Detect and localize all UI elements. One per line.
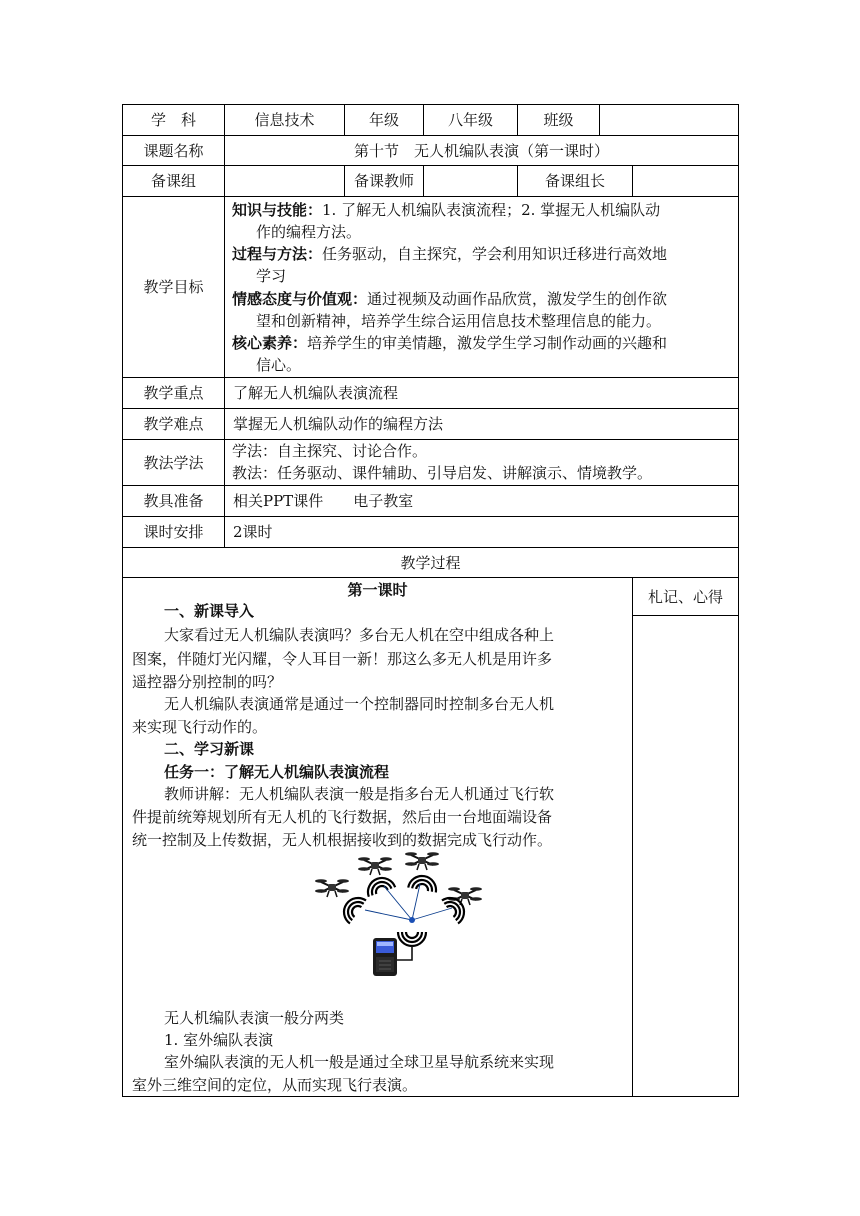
objectives-label: 教学目标 xyxy=(143,278,204,296)
signal-icon xyxy=(339,893,367,924)
objective-title: 知识与技能： xyxy=(232,201,323,219)
subject-value: 信息技术 xyxy=(254,111,315,129)
objective-core xyxy=(232,332,667,355)
objective-text: 学习 xyxy=(256,267,287,285)
objective-text: 作的编程方法。 xyxy=(256,223,362,241)
difficulty-value: 掌握无人机编队动作的编程方法 xyxy=(233,415,444,433)
ground-controller-icon xyxy=(373,938,397,976)
objective-title: 情感态度与价值观： xyxy=(232,290,368,308)
objective-process xyxy=(232,243,667,266)
section1-paragraph-line: 遥控器分别控制的吗？ xyxy=(132,673,283,691)
objective-title: 过程与方法： xyxy=(232,245,323,263)
type1-paragraph-line: 室外编队表演的无人机一般是通过全球卫星导航系统来实现 xyxy=(164,1053,555,1071)
type1-paragraph-line: 室外三维空间的定位，从而实现飞行表演。 xyxy=(132,1076,418,1094)
drone-icon xyxy=(405,852,439,870)
topic-label: 课题名称 xyxy=(143,141,204,160)
section1-paragraph-line: 图案，伴随灯光闪耀，令人耳目一新！那这么多无人机是用许多 xyxy=(132,650,553,668)
section2-title: 二、学习新课 xyxy=(164,740,255,758)
cable-line xyxy=(396,946,412,960)
difficulty-label: 教学难点 xyxy=(143,415,204,433)
notes-rule xyxy=(632,615,739,616)
drone-icon xyxy=(358,857,392,875)
objective-text: 1. 了解无人机编队表演流程；2. 掌握无人机编队动 xyxy=(322,201,661,219)
topic-value: 第十节 无人机编队表演（第一课时） xyxy=(353,141,609,160)
signal-icon xyxy=(398,932,426,946)
type1-title: 1. 室外编队表演 xyxy=(164,1031,274,1049)
drone-formation-illustration xyxy=(300,850,510,980)
grade-label: 年级 xyxy=(368,111,399,129)
grade-value: 八年级 xyxy=(447,111,493,129)
task1-title: 任务一：了解无人机编队表演流程 xyxy=(164,763,390,781)
prep-group-label: 备课组 xyxy=(150,172,196,190)
table-rule xyxy=(632,577,633,1097)
prep-teacher-label: 备课教师 xyxy=(353,172,414,190)
signal-icon xyxy=(408,874,438,893)
objective-title: 核心素养： xyxy=(232,334,308,352)
link-line xyxy=(412,884,420,920)
notes-label: 札记、心得 xyxy=(647,587,723,606)
prep-teacher-value xyxy=(424,166,517,196)
section1-paragraph-line: 来实现飞行动作的。 xyxy=(132,718,268,736)
key-point-label: 教学重点 xyxy=(143,384,204,402)
drone-icon xyxy=(315,879,349,897)
objective-text: 信心。 xyxy=(256,356,302,374)
process-title: 教学过程 xyxy=(400,553,461,572)
class-label: 班级 xyxy=(543,111,574,129)
lesson-title: 第一课时 xyxy=(347,581,408,599)
schedule-label: 课时安排 xyxy=(143,523,204,541)
objective-text: 任务驱动，自主探究，学会利用知识迁移进行高效地 xyxy=(322,245,668,263)
methods-teaching: 教法：任务驱动、课件辅助、引导启发、讲解演示、情境教学。 xyxy=(232,464,653,482)
objective-knowledge xyxy=(232,199,660,222)
tools-value: 相关PPT课件 电子教室 xyxy=(233,492,414,510)
class-value xyxy=(600,105,738,135)
section1-paragraph-line: 无人机编队表演通常是通过一个控制器同时控制多台无人机 xyxy=(164,695,555,713)
link-line xyxy=(412,908,452,920)
prep-group-value xyxy=(225,166,344,196)
task1-paragraph-line: 件提前统筹规划所有无人机的飞行数据，然后由一台地面端设备 xyxy=(132,808,553,826)
objective-text: 通过视频及动画作品欣赏，激发学生的创作欲 xyxy=(367,290,668,308)
section1-paragraph-line: 大家看过无人机编队表演吗？多台无人机在空中组成各种上 xyxy=(164,626,555,644)
subject-label: 学 科 xyxy=(150,111,196,129)
antenna-node-icon xyxy=(409,917,415,923)
objective-text: 培养学生的审美情趣，激发学生学习制作动画的兴趣和 xyxy=(307,334,668,352)
prep-leader-label: 备课组长 xyxy=(544,172,605,190)
tools-label: 教具准备 xyxy=(143,492,204,510)
section1-title: 一、新课导入 xyxy=(164,602,255,620)
objective-attitude xyxy=(232,288,667,311)
methods-learning: 学法：自主探究、讨论合作。 xyxy=(232,442,428,460)
methods-label: 教法学法 xyxy=(143,453,204,472)
task1-paragraph-line: 教师讲解：无人机编队表演一般是指多台无人机通过飞行软 xyxy=(164,785,555,803)
task1-paragraph-line: 统一控制及上传数据，无人机根据接收到的数据完成飞行动作。 xyxy=(132,831,553,849)
key-point-value: 了解无人机编队表演流程 xyxy=(233,384,399,402)
types-intro: 无人机编队表演一般分两类 xyxy=(164,1009,345,1027)
schedule-value: 2课时 xyxy=(233,523,273,541)
objective-text: 望和创新精神，培养学生综合运用信息技术整理信息的能力。 xyxy=(256,312,662,330)
table-border xyxy=(738,104,739,1097)
prep-leader-value xyxy=(633,166,738,196)
